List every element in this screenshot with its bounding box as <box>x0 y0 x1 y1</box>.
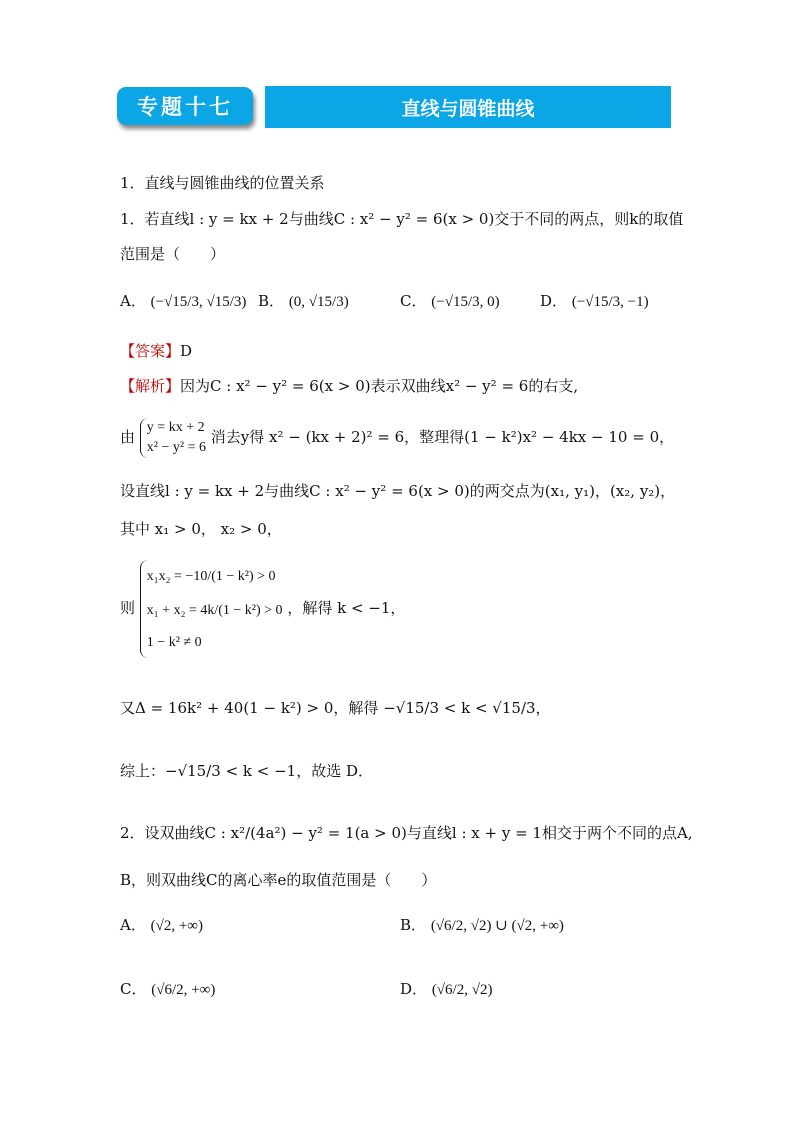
analysis-2-post: 消去y得 x² − (kx + 2)² = 6，整理得(1 − k²)x² − 4kx − 10 = 0， <box>210 428 675 446</box>
q1-option-a-value: (−√15/3, √15/3) <box>150 294 247 310</box>
answer-tag: 【答案】 <box>120 342 181 360</box>
q1-answer <box>120 340 192 362</box>
topic-badge: 专题十七 <box>117 87 253 125</box>
q1-analysis-line1 <box>120 375 578 397</box>
q2-option-d-value: (√6/2, √2) <box>431 982 493 998</box>
q1-option-c <box>400 290 500 311</box>
q1-option-a <box>120 290 246 311</box>
analysis-text-1: 因为C : x² − y² = 6(x > 0)表示双曲线x² − y² = 6的右支, <box>180 377 579 395</box>
ineq-row-3: 1 − k² ≠ 0 <box>146 635 202 650</box>
section-heading: 1．直线与圆锥曲线的位置关系 <box>120 174 325 192</box>
q1-analysis-line4: 其中 x₁ > 0， x₂ > 0， <box>120 520 282 538</box>
q1-option-c-label: C． <box>400 292 427 310</box>
q1-option-d <box>540 290 649 311</box>
system-eq-1: y = kx + 2 <box>146 420 205 435</box>
q2-stem-line2: B，则双曲线C的离心率e的取值范围是（ ） <box>120 871 437 889</box>
q2-option-b-label: B． <box>400 916 427 934</box>
q2-option-c-value: (√6/2, +∞) <box>151 982 216 998</box>
q1-analysis-line3: 设直线l : y = kx + 2与曲线C : x² − y² = 6(x > 0)的两交点为(x₁, y₁)，(x₂, y₂)， <box>120 482 676 500</box>
q2-option-c-label: C． <box>120 980 147 998</box>
q2-option-a-value: (√2, +∞) <box>150 918 204 934</box>
q1-option-c-value: (−√15/3, 0) <box>431 294 500 310</box>
q1-stem-line1: 1．若直线l : y = kx + 2与曲线C : x² − y² = 6(x > 0)交于不同的两点，则k的取值 <box>120 210 684 228</box>
q1-stem-line2: 范围是（ ） <box>120 245 226 263</box>
q1-analysis-line6: 又Δ = 16k² + 40(1 − k²) > 0，解得 −√15/3 < k < √15/3， <box>120 699 551 717</box>
q1-option-b-value: (0, √15/3) <box>288 294 349 310</box>
answer-value: D <box>180 342 193 360</box>
q1-analysis-line2 <box>120 418 674 458</box>
q2-option-b-value: (√6/2, √2) ∪ (√2, +∞) <box>430 918 564 934</box>
q1-analysis-line7: 综上：−√15/3 < k < −1，故选 D． <box>120 762 374 780</box>
inequality-system <box>140 560 283 658</box>
q2-option-d-label: D． <box>400 980 428 998</box>
q2-option-b <box>400 914 564 935</box>
system-eq-2: x² − y² = 6 <box>146 440 206 455</box>
topic-title: 直线与圆锥曲线 <box>265 86 671 128</box>
analysis-5-pre: 则 <box>120 599 136 617</box>
equation-system <box>140 418 206 458</box>
ineq-row-2: x₁ + x₂ = 4k/(1 − k²) > 0 <box>146 603 283 618</box>
q2-stem-line1: 2．设双曲线C : x²/(4a²) − y² = 1(a > 0)与直线l : x + y = 1相交于两个不同的点A, <box>120 824 693 842</box>
q2-option-a-label: A． <box>120 916 146 934</box>
q1-analysis-line5 <box>120 560 405 658</box>
q1-option-b <box>258 290 349 311</box>
q2-option-d <box>400 978 492 999</box>
q1-option-d-label: D． <box>540 292 568 310</box>
q1-option-d-value: (−√15/3, −1) <box>571 294 649 310</box>
analysis-5-post: ，解得 k < −1， <box>287 599 406 617</box>
analysis-2-pre: 由 <box>120 428 136 446</box>
q2-option-a <box>120 914 203 935</box>
q1-option-b-label: B． <box>258 292 285 310</box>
q1-option-a-label: A． <box>120 292 146 310</box>
q2-option-c <box>120 978 215 999</box>
ineq-row-1: x₁x₂ = −10/(1 − k²) > 0 <box>146 569 276 584</box>
analysis-tag: 【解析】 <box>120 377 181 395</box>
